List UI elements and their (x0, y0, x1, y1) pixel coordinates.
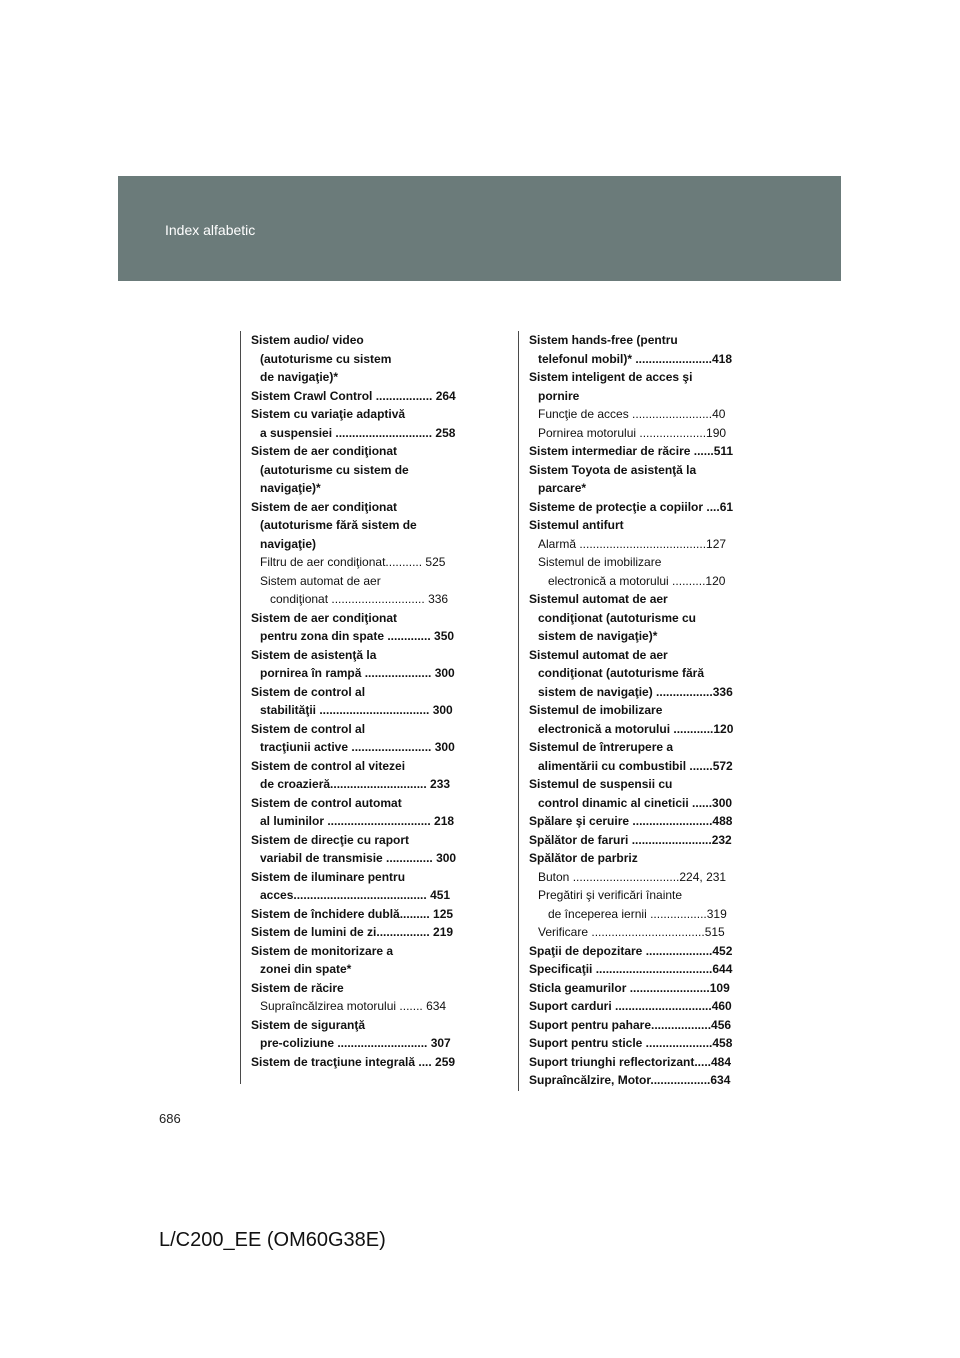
index-entry: navigaţie) (260, 536, 317, 551)
index-entry: Spaţii de depozitare ....................452 (529, 943, 733, 958)
index-entry: navigaţie)* (260, 481, 321, 495)
index-entry: Suport pentru pahare..................456 (529, 1017, 732, 1032)
index-entry: Sistem de aer condiţionat (251, 444, 398, 458)
index-entry: electronică a motorului ............120 (538, 721, 734, 736)
index-entry: Sistem de răcire (251, 980, 344, 995)
document-code: L/C200_EE (OM60G38E) (159, 1229, 386, 1251)
index-entry: (autoturisme fără sistem de (260, 518, 417, 532)
index-column-left (240, 331, 483, 1084)
index-entry: pre-coliziune ........................... 307 (260, 1036, 451, 1050)
index-entry: Sistem automat de aer (260, 573, 381, 588)
index-entry: condiţionat (autoturisme fără (538, 666, 705, 680)
index-entry: de croazieră............................. 233 (260, 777, 451, 791)
index-entry: Spălare şi ceruire ........................488 (529, 814, 733, 828)
index-entry: Sistem de aer condiţionat (251, 610, 398, 625)
index-entry: (autoturisme cu sistem (260, 351, 392, 366)
index-entry: Sistem de monitorizare a (251, 943, 394, 958)
index-entry: acces........................................ 451 (260, 888, 451, 902)
index-entry: Verificare ..................................515 (538, 925, 725, 939)
index-entry: stabilităţii ................................. 300 (260, 703, 453, 717)
header-band (118, 176, 841, 281)
index-entry: Sistem de lumini de zi................ 219 (251, 925, 454, 939)
index-entry: tracţiunii active ........................ 300 (260, 740, 455, 754)
index-entry: Sistem inteligent de acces şi (529, 370, 693, 384)
index-entry: Sistem Toyota de asistenţă la (529, 462, 697, 477)
index-entry: Sistem de control automat (251, 795, 402, 810)
index-entry: pentru zona din spate ............. 350 (260, 629, 455, 643)
index-entry: Sistem intermediar de răcire ......511 (529, 444, 734, 458)
index-entry: Suport pentru sticle ....................458 (529, 1036, 733, 1050)
index-entry: Buton ................................224, 231 (538, 869, 727, 884)
index-entry: Spălător de faruri ........................232 (529, 832, 732, 847)
index-entry: Specificaţii ...................................644 (529, 962, 733, 976)
index-entry: Spălător de parbriz (529, 851, 638, 865)
index-entry: pornire (538, 388, 580, 403)
index-entry: Sistemul de imobilizare (538, 555, 662, 569)
index-entry: Sticla geamurilor ........................109 (529, 980, 730, 995)
index-entry: Sistem de asistenţă la (251, 647, 377, 662)
index-column-right (518, 331, 761, 1091)
index-entry: telefonul mobil)* .......................418 (538, 351, 733, 366)
index-entry: condiţionat ............................ 336 (270, 592, 449, 606)
index-entry: Sistem de control al (251, 684, 366, 699)
index-entry: Sistemul automat de aer (529, 647, 668, 662)
header-title: Index alfabetic (165, 222, 256, 238)
index-entry: Sistem de siguranţă (251, 1017, 366, 1032)
index-entry: Sistem de direcţie cu raport (251, 832, 410, 847)
index-entry: Supraîncălzirea motorului ....... 634 (260, 999, 447, 1013)
index-entry: Supraîncălzire, Motor..................634 (529, 1073, 731, 1087)
index-entry: variabil de transmisie .............. 300 (260, 851, 457, 865)
index-entry: Sistem de control al (251, 721, 366, 736)
index-entry: Sistem Crawl Control ................. 264 (251, 388, 456, 403)
index-entry: Sistem cu variaţie adaptivă (251, 407, 406, 421)
index-entry: electronică a motorului ..........120 (548, 573, 726, 588)
page-number: 686 (159, 1111, 181, 1126)
index-entry: sistem de navigaţie)* (538, 629, 658, 643)
index-entry: Sistemul antifurt (529, 518, 624, 532)
index-entry: condiţionat (autoturisme cu (538, 610, 697, 625)
index-entry: Sisteme de protecţie a copiilor ....61 (529, 499, 734, 514)
index-entry: Suport triunghi reflectorizant.....484 (529, 1054, 732, 1069)
index-entry: Sistemul de suspensii cu (529, 777, 673, 791)
index-entry: Pregătiri şi verificări înainte (538, 888, 683, 902)
index-entry: Pornirea motorului ....................190 (538, 425, 727, 440)
index-entry: a suspensiei ............................. 258 (260, 425, 456, 440)
index-entry: Sistemul de imobilizare (529, 703, 663, 717)
index-entry: Filtru de aer condiţionat........... 525 (260, 555, 446, 569)
index-entry: Sistemul de întrerupere a (529, 740, 674, 754)
index-entry: Suport carduri .............................460 (529, 999, 732, 1013)
index-entry: Sistem de control al vitezei (251, 758, 406, 773)
index-entry: zonei din spate* (260, 962, 352, 976)
index-entry: alimentării cu combustibil .......572 (538, 758, 733, 773)
index-entry: Sistem hands-free (pentru (529, 333, 678, 347)
index-entry: de începerea iernii .................319 (548, 906, 727, 921)
index-entry: Sistem de iluminare pentru (251, 869, 406, 884)
index-entry: pornirea în rampă .................... 300 (260, 666, 455, 680)
index-entry: Sistem de aer condiţionat (251, 499, 398, 514)
index-entry: Sistem de închidere dublă......... 125 (251, 906, 454, 921)
index-entry: parcare* (538, 481, 587, 495)
index-entry: Sistemul automat de aer (529, 592, 668, 606)
index-entry: al luminilor ............................... 218 (260, 814, 455, 828)
index-entry: Sistem audio/ video (251, 333, 364, 347)
index-entry: Alarmă ......................................127 (538, 536, 727, 551)
index-entry: sistem de navigaţie) .................336 (538, 684, 733, 699)
index-entry: Funcţie de acces ........................40 (538, 407, 726, 421)
index-entry: de navigaţie)* (260, 370, 339, 384)
index-entry: control dinamic al cineticii ......300 (538, 795, 733, 810)
index-entry: (autoturisme cu sistem de (260, 462, 409, 477)
index-entry: Sistem de tracţiune integrală .... 259 (251, 1054, 456, 1069)
